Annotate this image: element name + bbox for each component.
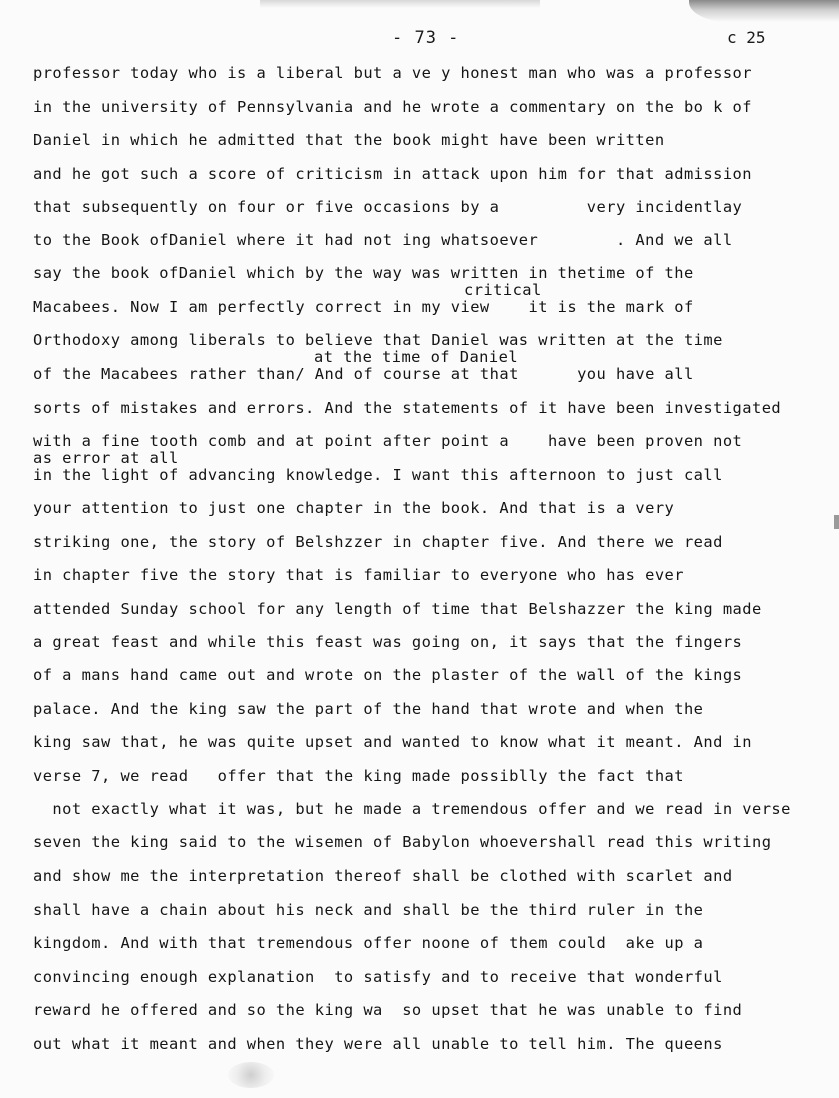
text-line: your attention to just one chapter in the book. And that is a very [33, 499, 675, 517]
text-line: convincing enough explanation to satisfy and to receive that wonderful [33, 968, 723, 986]
ink-smudge [228, 1062, 274, 1088]
text-line: attended Sunday school for any length of time that Belshazzer the king made [33, 600, 762, 618]
text-line: seven the king said to the wisemen of Babylon whoevershall read this writing [33, 833, 772, 851]
text-line: in chapter five the story that is familiar to everyone who has ever [33, 566, 684, 584]
text-line: of a mans hand came out and wrote on the plaster of the wall of the kings [33, 666, 743, 684]
insert-as-error-at-all: as error at all [33, 449, 179, 467]
text-line: with a fine tooth comb and at point after point a have been proven not [33, 432, 743, 450]
text-line: verse 7, we read offer that the king made possiblly the fact that [33, 767, 684, 785]
page-number: - 73 - [392, 28, 460, 48]
text-line: striking one, the story of Belshzzer in chapter five. And there we read [33, 533, 723, 551]
text-line: to the Book ofDaniel where it had not ing whatsoever . And we all [33, 231, 733, 249]
text-line: Orthodoxy among liberals to believe that Daniel was written at the time [33, 331, 723, 349]
text-line: palace. And the king saw the part of the hand that wrote and when the [33, 700, 704, 718]
text-line: and he got such a score of criticism in attack upon him for that admission [33, 165, 752, 183]
page-reference: c 25 [727, 28, 766, 47]
insert-at-the-time-of-daniel: at the time of Daniel [314, 348, 519, 366]
text-line: and show me the interpretation thereof shall be clothed with scarlet and [33, 867, 733, 885]
handwritten-insert-critical: critical [464, 281, 542, 299]
text-line: Macabees. Now I am perfectly correct in my view it is the mark of [33, 298, 694, 316]
text-line: out what it meant and when they were all unable to tell him. The queens [33, 1035, 723, 1053]
scan-edge-mark [834, 515, 839, 529]
text-line: in the university of Pennsylvania and he wrote a commentary on the bo k of [33, 98, 752, 116]
text-line: say the book ofDaniel which by the way was written in thetime of the [33, 264, 694, 282]
text-line: shall have a chain about his neck and shall be the third ruler in the [33, 901, 704, 919]
text-line: that subsequently on four or five occasions by a very incidentlay [33, 198, 743, 216]
text-line: a great feast and while this feast was going on, it says that the fingers [33, 633, 743, 651]
text-line: reward he offered and so the king wa so upset that he was unable to find [33, 1001, 743, 1019]
scan-shadow [689, 0, 839, 22]
text-line: of the Macabees rather than/ And of course at that you have all [33, 365, 694, 383]
text-line: Daniel in which he admitted that the book might have been written [33, 131, 665, 149]
scan-shadow-top [260, 0, 540, 8]
text-line: sorts of mistakes and errors. And the statements of it have been investigated [33, 399, 782, 417]
text-line: in the light of advancing knowledge. I want this afternoon to just call [33, 466, 723, 484]
text-line: not exactly what it was, but he made a tremendous offer and we read in verse [33, 800, 791, 818]
text-line: professor today who is a liberal but a ve y honest man who was a professor [33, 64, 752, 82]
text-line: king saw that, he was quite upset and wanted to know what it meant. And in [33, 733, 752, 751]
text-line: kingdom. And with that tremendous offer noone of them could ake up a [33, 934, 704, 952]
